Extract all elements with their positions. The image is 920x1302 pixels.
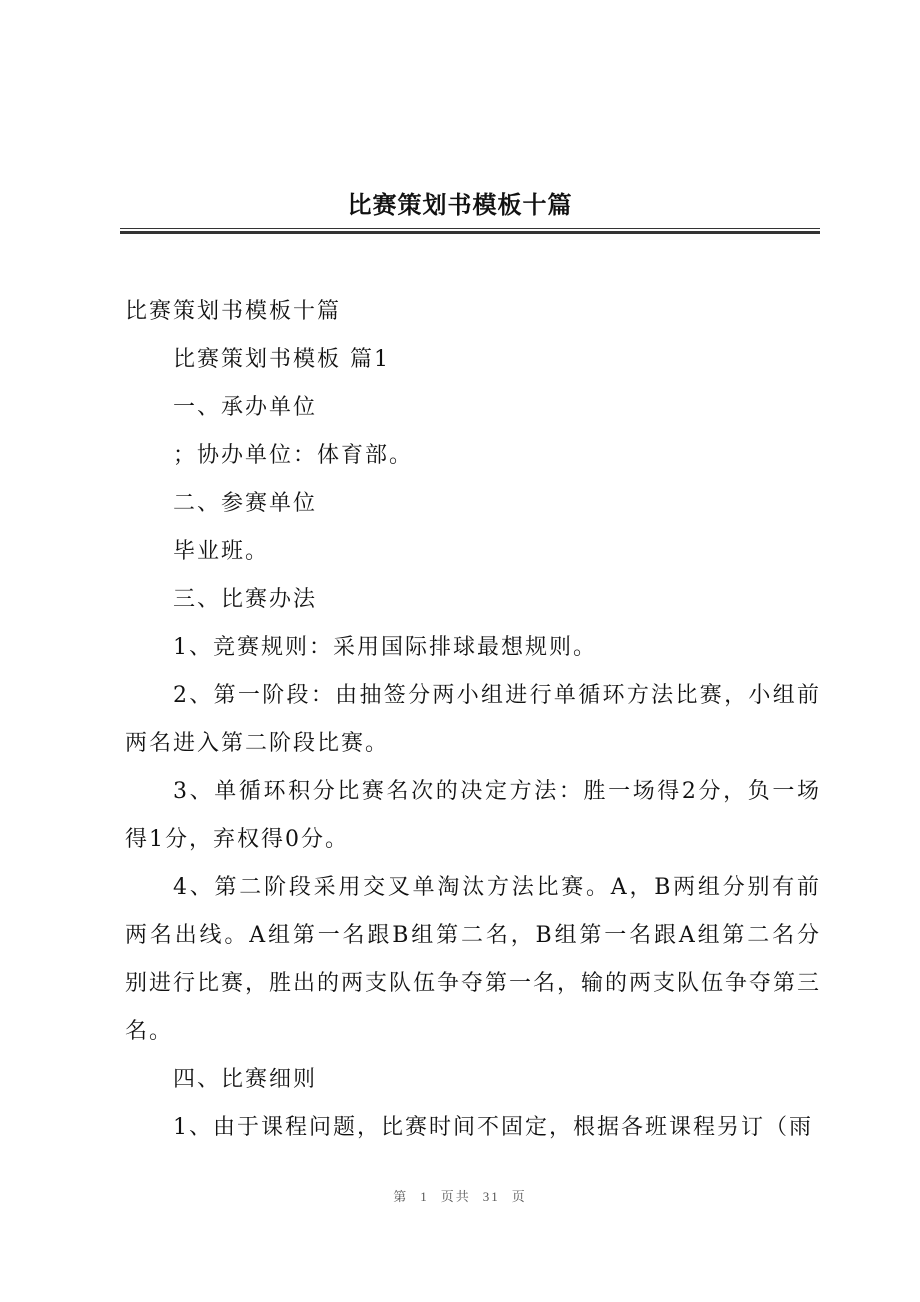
header-rule-thin [120,228,820,229]
paragraph: ；协办单位：体育部。 [173,443,414,468]
paragraph: 3、单循环积分比赛名次的决定方法：胜一场得2分，负一场得1分，弃权得0分。 [125,779,821,852]
paragraph: 2、第一阶段：由抽签分两小组进行单循环方法比赛，小组前两名进入第二阶段比赛。 [125,683,821,756]
footer-prefix: 第 [393,1189,409,1204]
footer-middle: 页共 [440,1189,471,1204]
document-title: 比赛策划书模板十篇 [347,190,573,219]
paragraph: 二、参赛单位 [173,491,318,516]
paragraph: 4、第二阶段采用交叉单淘汰方法比赛。A，B两组分别有前两名出线。A组第一名跟B组第二名，B组第一名跟A组第二名分别进行比赛，胜出的两支队伍争夺第一名，输的两支队伍争夺第三名。 [125,875,822,1044]
paragraph: 一、承办单位 [173,395,318,420]
footer-suffix: 页 [511,1189,527,1204]
document-body [125,288,821,1152]
body-heading: 比赛策划书模板十篇 [125,299,342,324]
paragraph: 三、比赛办法 [173,587,318,612]
header-rule-thick [120,231,820,234]
paragraph: 1、竞赛规则：采用国际排球最想规则。 [173,635,597,660]
paragraph: 1、由于课程问题，比赛时间不固定，根据各班课程另订（雨 [173,1115,813,1140]
paragraph: 毕业班。 [173,539,270,564]
page-header [0,185,920,225]
paragraph: 四、比赛细则 [173,1067,318,1092]
footer-total-pages: 31 [482,1189,500,1204]
section-title: 比赛策划书模板 篇1 [173,347,390,372]
page-footer [0,1186,920,1205]
footer-current-page: 1 [420,1189,429,1204]
